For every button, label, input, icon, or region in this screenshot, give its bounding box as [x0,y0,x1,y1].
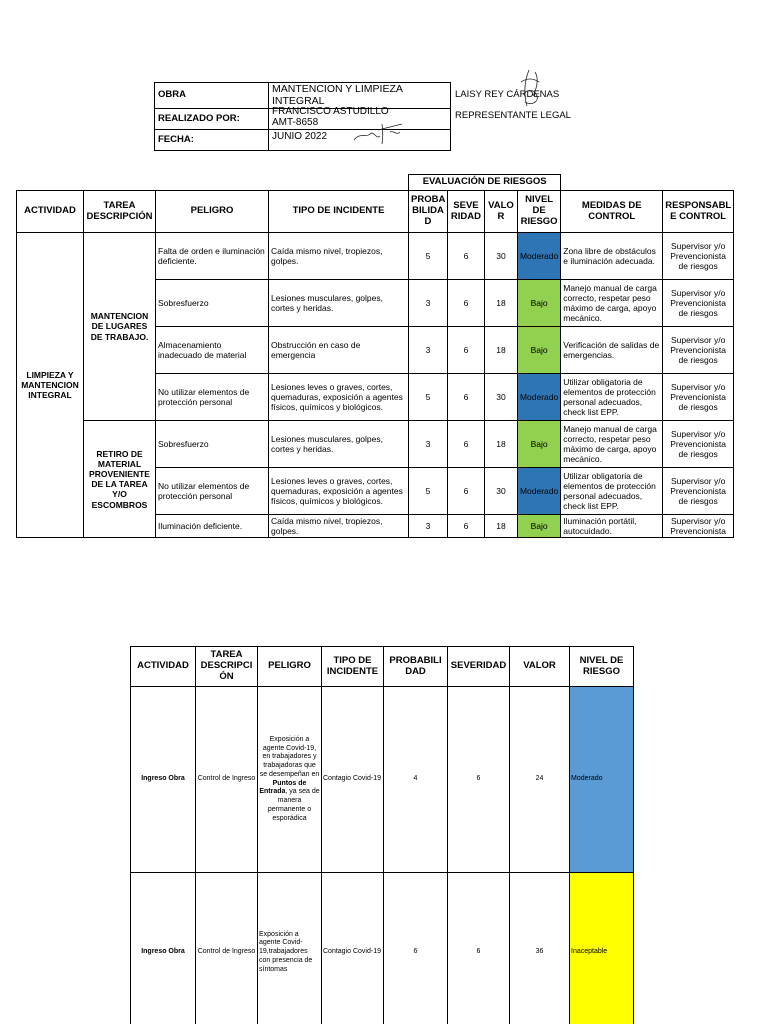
covid-risk-table [130,646,634,1024]
tipo-cell: Lesiones musculares, golpes, cortes y heridas. [269,421,409,468]
sev-cell: 6 [447,374,484,421]
sev-cell: 6 [447,468,484,515]
col-valor: VALO R [484,191,517,233]
prob-cell: 5 [409,468,448,515]
col-peligro: PELIGRO [156,191,269,233]
sev-cell: 6 [447,327,484,374]
actividad-cell: LIMPIEZA Y MANTENCION INTEGRAL [17,233,84,538]
medidas-cell: Verificación de salidas de emergencias. [561,327,663,374]
legal-title: REPRESENTANTE LEGAL [455,110,571,121]
valor-cell: 30 [484,374,517,421]
table-row [131,873,634,1024]
peligro-cell: No utilizar elementos de protección personal [156,468,269,515]
medidas-cell: Manejo manual de carga correcto, respetar peso máximo de carga, apoyo mecánico. [561,421,663,468]
col-peligro: PELIGRO [258,647,322,687]
tarea-cell: Control de Ingreso [196,687,258,873]
nivel-cell: Moderado [517,233,560,280]
peligro-text-c: , ya sea de manera permanente o esporádica [267,788,320,822]
resp-cell: Supervisor y/o Prevencionista de riesgos [663,468,734,515]
medidas-cell: Manejo manual de carga correcto, respetar peso máximo de carga, apoyo mecánico. [561,280,663,327]
tipo-cell: Lesiones leves o graves, cortes, quemaduras, exposición a agentes físicos, químicos y biológicos. [269,468,409,515]
valor-cell: 36 [510,873,570,1024]
obra-value: MANTENCION Y LIMPIEZA INTEGRAL [269,83,451,109]
sev-cell: 6 [448,687,510,873]
realizado-name: FRANCISCO ASTUDILLO [272,106,389,118]
prob-cell: 3 [409,327,448,374]
col-severidad: SEVERIDAD [448,647,510,687]
valor-cell: 18 [484,280,517,327]
prob-cell: 5 [409,374,448,421]
medidas-cell: Iluminación portátil, autocuidado. [561,515,663,538]
table-row [17,421,734,468]
tipo-cell: Contagio Covid-19 [322,873,384,1024]
resp-cell: Supervisor y/o Prevencionista de riesgos [663,421,734,468]
sev-cell: 6 [447,280,484,327]
tipo-cell: Caída mismo nivel, tropiezos, golpes. [269,233,409,280]
realizado-label: REALIZADO POR: [155,109,269,130]
peligro-cell: Almacenamiento inadecuado de material [156,327,269,374]
sev-cell: 6 [447,515,484,538]
tipo-cell: Obstrucción en caso de emergencia [269,327,409,374]
resp-cell: Supervisor y/o Prevencionista de riesgos [663,374,734,421]
tipo-cell: Contagio Covid-19 [322,687,384,873]
col-nivel: NIVEL DE RIESGO [517,191,560,233]
col-severidad: SEVE RIDAD [447,191,484,233]
nivel-cell: Moderado [517,468,560,515]
tarea-cell: MANTENCION DE LUGARES DE TRABAJO. [84,233,156,421]
prob-cell: 5 [409,233,448,280]
fecha-value: JUNIO 2022 [269,130,451,151]
table-row [17,233,734,280]
prob-cell: 3 [409,280,448,327]
valor-cell: 18 [484,327,517,374]
legal-name: LAISY REY CÁRDENAS [455,89,560,100]
obra-label: OBRA [155,83,269,109]
peligro-cell: Sobresfuerzo [156,280,269,327]
tarea-cell: Control de Ingreso [196,873,258,1024]
col-nivel: NIVEL DE RIESGO [570,647,634,687]
prob-cell: 3 [409,421,448,468]
nivel-cell: Bajo [517,421,560,468]
table-row [131,687,634,873]
peligro-text-bold: Puntos de Entrada [259,779,307,796]
tipo-cell: Lesiones musculares, golpes, cortes y heridas. [269,280,409,327]
col-tarea: TAREA DESCRIPCIÓN [84,191,156,233]
prob-cell: 3 [409,515,448,538]
col-tarea: TAREA DESCRIPCI ÓN [196,647,258,687]
valor-cell: 30 [484,233,517,280]
risk-evaluation-table [16,174,734,538]
fecha-label: FECHA: [155,130,269,151]
tipo-cell: Lesiones leves o graves, cortes, quemaduras, exposición a agentes físicos, químicos y biológicos. [269,374,409,421]
nivel-cell: Bajo [517,515,560,538]
peligro-cell: Iluminación deficiente. [156,515,269,538]
col-probabilidad: PROBABILI DAD [384,647,448,687]
resp-cell: Supervisor y/o Prevencionista [663,515,734,538]
sev-cell: 6 [447,421,484,468]
col-tipo: TIPO DE INCIDENTE [322,647,384,687]
prob-cell: 4 [384,687,448,873]
col-medidas: MEDIDAS DE CONTROL [561,191,663,233]
valor-cell: 18 [484,515,517,538]
risk-evaluation-group-header: EVALUACIÓN DE RIESGOS [409,175,561,191]
tipo-cell: Caída mismo nivel, tropiezos, golpes. [269,515,409,538]
peligro-cell: Exposición a agente Covid-19,trabajadores con presencia de síntomas [258,873,322,1024]
valor-cell: 18 [484,421,517,468]
peligro-cell: Sobresfuerzo [156,421,269,468]
realizado-code: AMT-8658 [272,117,319,129]
nivel-cell: Bajo [517,280,560,327]
col-actividad: ACTIVIDAD [17,191,84,233]
medidas-cell: Utilizar obligatoria de elementos de protección personal adecuados, check list EPP. [561,468,663,515]
col-actividad: ACTIVIDAD [131,647,196,687]
peligro-cell: No utilizar elementos de protección personal [156,374,269,421]
medidas-cell: Utilizar obligatoria de elementos de protección personal adecuados, check list EPP. [561,374,663,421]
resp-cell: Supervisor y/o Prevencionista de riesgos [663,233,734,280]
tarea-cell: RETIRO DE MATERIAL PROVENIENTE DE LA TAREA Y/O ESCOMBROS [84,421,156,538]
sev-cell: 6 [448,873,510,1024]
nivel-cell: Moderado [517,374,560,421]
col-tipo: TIPO DE INCIDENTE [269,191,409,233]
valor-cell: 24 [510,687,570,873]
prob-cell: 6 [384,873,448,1024]
actividad-cell: Ingreso Obra [131,873,196,1024]
nivel-cell: Bajo [517,327,560,374]
resp-cell: Supervisor y/o Prevencionista de riesgos [663,327,734,374]
peligro-text-a: Exposición a agente Covid-19, en trabajadores y trabajadoras que se desempeñan en [259,735,320,778]
nivel-cell: Moderado [570,687,634,873]
peligro-cell: Falta de orden e iluminación deficiente. [156,233,269,280]
valor-cell: 30 [484,468,517,515]
medidas-cell: Zona libre de obstáculos e iluminación adecuada. [561,233,663,280]
col-responsable: RESPONSABL E CONTROL [663,191,734,233]
signature-laisy [505,66,553,116]
col-probabilidad: PROBA BILIDA D [409,191,448,233]
signature-francisco [350,118,410,148]
resp-cell: Supervisor y/o Prevencionista de riesgos [663,280,734,327]
peligro-cell [258,687,322,873]
col-valor: VALOR [510,647,570,687]
nivel-cell: Inaceptable [570,873,634,1024]
actividad-cell: Ingreso Obra [131,687,196,873]
sev-cell: 6 [447,233,484,280]
